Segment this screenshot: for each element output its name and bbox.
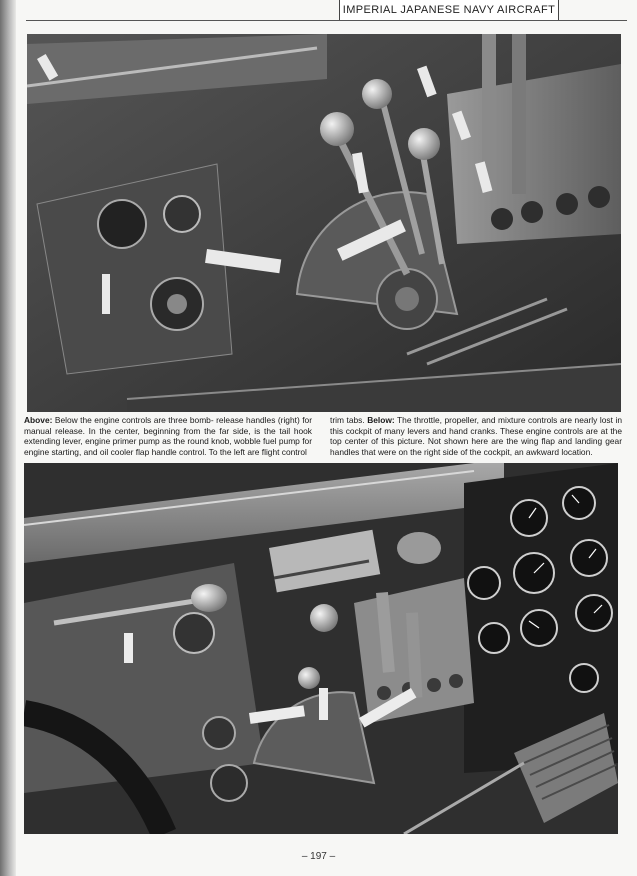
header-rule bbox=[26, 20, 627, 21]
caption-right-column bbox=[330, 415, 622, 457]
photo-cockpit-engine-controls bbox=[27, 34, 621, 412]
photo-cockpit-overview bbox=[24, 463, 618, 834]
caption-above-text: Below the engine controls are three bomb- release handles (right) for manual release. In the center, beginning from the far side, is the tail hook extending lever, engine primer pump as the round knob, wobble fuel pump for engine starting, and oil cooler flap handle control. To the left are flight control bbox=[24, 415, 312, 457]
caption-below-text: The throttle, propeller, and mixture controls are nearly lost in this cockpit of many levers and hand cranks. These engine controls are at the top center of this picture. Not shown here are the wing flap and landing gear handles that were on the right side of the cockpit, an awkward location. bbox=[330, 415, 622, 457]
running-header: IMPERIAL JAPANESE NAVY AIRCRAFT bbox=[339, 0, 559, 21]
caption-label-above: Above: bbox=[24, 415, 53, 425]
caption-left-column bbox=[24, 415, 312, 457]
caption-continuation-text: trim tabs. bbox=[330, 415, 368, 425]
caption-label-below: Below: bbox=[367, 415, 395, 425]
page-number: – 197 – bbox=[301, 851, 336, 862]
book-gutter-shadow bbox=[0, 0, 16, 876]
